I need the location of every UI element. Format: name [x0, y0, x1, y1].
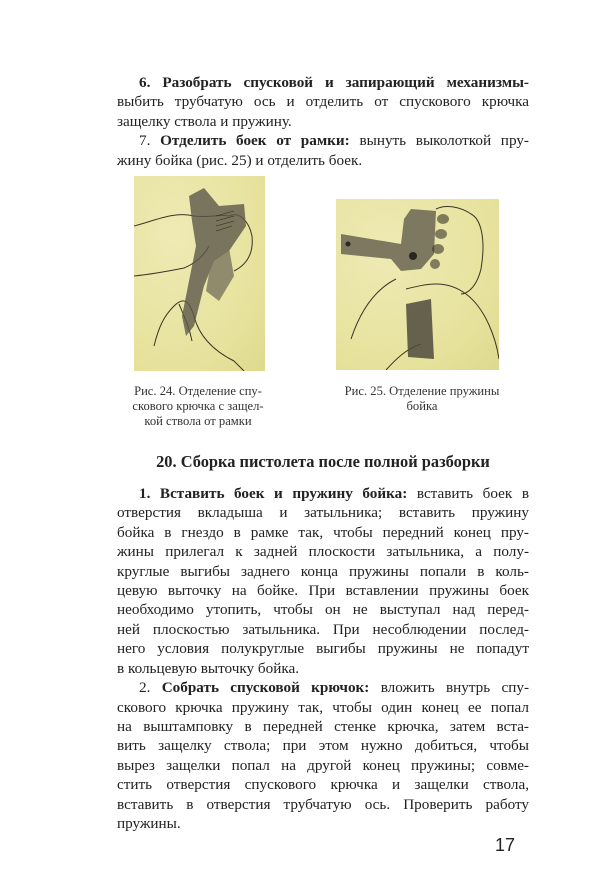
assembly-step-2-line: стить отверстия спускового крючка и защелки ствола,	[117, 776, 529, 794]
caption-line: Рис. 25. Отделение пружины	[344, 384, 500, 399]
assembly-step-2-line: вить защелку ствола; при этом нужно добиться, чтобы	[117, 737, 529, 755]
assembly-step-2-paragraph	[117, 678, 529, 833]
caption-line: кой ствола от рамки	[144, 414, 252, 429]
caption-line: Рис. 24. Отделение спу-	[134, 384, 262, 399]
step-6-line: выбить трубчатую ось и отделить от спускового крючка	[117, 93, 529, 111]
assembly-step-2-line: скового крючка пружину так, чтобы один конец ее попал	[117, 698, 529, 716]
assembly-step-2-text: вложить внутрь спу-	[380, 679, 530, 697]
step-7-title: Отделить боек от рамки:	[160, 132, 350, 150]
assembly-step-1-line: ней плоскостью затыльника. При несоблюдении послед-	[117, 620, 529, 638]
assembly-step-1-line: необходимо утопить, чтобы он не выступал над перед-	[117, 601, 529, 619]
step-6-line: защелку ствола и пружину.	[117, 112, 292, 130]
step-7-line: жину бойка (рис. 25) и отделить боек.	[117, 151, 363, 169]
assembly-step-2-line: вставить в отверстия трубчатую ось. Проверить работу	[117, 795, 529, 813]
step-7-text: вынуть выколоткой пру-	[359, 132, 529, 150]
caption-line: скового крючка с защел-	[132, 399, 264, 414]
section-heading: 20. Сборка пистолета после полной разборки	[156, 452, 490, 472]
assembly-step-2-title: Собрать спусковой крючок:	[161, 679, 370, 697]
assembly-step-1-line: цевую выточку на бойке. При вставлении пружины боек	[117, 582, 529, 600]
assembly-step-1-paragraph	[117, 484, 529, 678]
assembly-step-2-line: вырез защелки попал на другой конец пружины; совме-	[117, 756, 529, 774]
assembly-step-2-line: на выштамповку в передней стенке крючка, затем вста-	[117, 717, 529, 735]
hands-removing-firing-pin-spring-illustration	[336, 199, 499, 370]
step-7-paragraph	[117, 131, 529, 170]
assembly-step-1-line: него условия полукруглые выгибы пружины не попадут	[117, 640, 529, 658]
step-7-number: 7.	[139, 132, 151, 150]
assembly-step-1-title: 1. Вставить боек и пружину бойка:	[139, 485, 408, 503]
assembly-step-1-line: отверстия вкладыша и затыльника; вставить пружину	[117, 504, 529, 522]
page-number: 17	[495, 835, 516, 856]
step-6-title: Разобрать спусковой и запирающий механизмы-	[162, 74, 529, 91]
figure-25-caption	[322, 384, 522, 414]
assembly-step-1-line: жины прилегал к задней плоскости затыльника, а полу-	[117, 543, 529, 561]
assembly-step-1-line: круглые выгибы заднего конца пружины попали в коль-	[117, 562, 529, 580]
assembly-step-2-number: 2.	[139, 679, 151, 697]
assembly-step-2-wrapper	[0, 678, 600, 881]
assembly-step-1-text: вставить боек в	[416, 485, 529, 503]
assembly-step-1-line: бойка в гнездо в рамке так, чтобы передний конец пру-	[117, 523, 529, 541]
figure-25-illustration	[336, 199, 499, 370]
caption-line: бойка	[406, 399, 438, 414]
hands-disassembling-trigger-illustration	[134, 176, 265, 371]
figure-24-illustration	[134, 176, 265, 371]
figure-24-caption	[113, 384, 283, 429]
step-6-number: 6.	[139, 74, 151, 91]
assembly-step-2-line: пружины.	[117, 814, 181, 832]
step-6-paragraph	[117, 73, 529, 131]
figures-row	[0, 176, 600, 444]
assembly-step-1-line: в кольцевую выточку бойка.	[117, 659, 300, 677]
